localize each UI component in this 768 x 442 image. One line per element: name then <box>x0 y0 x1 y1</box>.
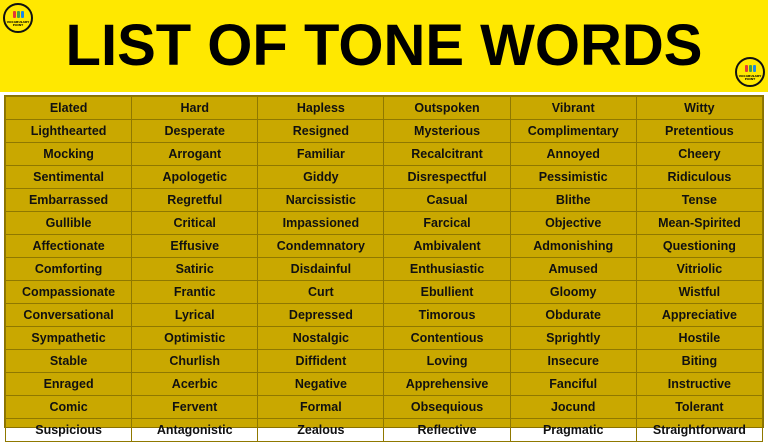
word-cell: Disdainful <box>258 258 384 281</box>
word-cell: Conversational <box>6 304 132 327</box>
word-cell: Comforting <box>6 258 132 281</box>
table-row <box>6 350 763 373</box>
word-cell: Outspoken <box>384 97 510 120</box>
word-cell: Vibrant <box>510 97 636 120</box>
word-cell: Sentimental <box>6 166 132 189</box>
table-row <box>6 189 763 212</box>
word-cell: Suspicious <box>6 419 132 442</box>
word-cell: Arrogant <box>132 143 258 166</box>
word-cell: Pessimistic <box>510 166 636 189</box>
word-grid-body <box>6 97 763 442</box>
word-cell: Desperate <box>132 120 258 143</box>
word-cell: Complimentary <box>510 120 636 143</box>
word-cell: Depressed <box>258 304 384 327</box>
table-row <box>6 258 763 281</box>
word-cell: Questioning <box>636 235 762 258</box>
word-cell: Apologetic <box>132 166 258 189</box>
word-cell: Narcissistic <box>258 189 384 212</box>
table-row <box>6 212 763 235</box>
word-cell: Tense <box>636 189 762 212</box>
word-grid <box>5 96 763 442</box>
word-cell: Pretentious <box>636 120 762 143</box>
word-cell: Sympathetic <box>6 327 132 350</box>
word-cell: Enthusiastic <box>384 258 510 281</box>
word-cell: Sprightly <box>510 327 636 350</box>
word-cell: Mocking <box>6 143 132 166</box>
word-cell: Obsequious <box>384 396 510 419</box>
word-cell: Zealous <box>258 419 384 442</box>
word-cell: Blithe <box>510 189 636 212</box>
word-cell: Mean-Spirited <box>636 212 762 235</box>
word-cell: Cheery <box>636 143 762 166</box>
word-cell: Farcical <box>384 212 510 235</box>
word-cell: Straightforward <box>636 419 762 442</box>
word-cell: Condemnatory <box>258 235 384 258</box>
word-cell: Loving <box>384 350 510 373</box>
word-cell: Timorous <box>384 304 510 327</box>
word-cell: Effusive <box>132 235 258 258</box>
word-cell: Optimistic <box>132 327 258 350</box>
table-row <box>6 281 763 304</box>
word-cell: Satiric <box>132 258 258 281</box>
table-row <box>6 166 763 189</box>
word-cell: Fervent <box>132 396 258 419</box>
word-cell: Hostile <box>636 327 762 350</box>
tone-words-table <box>4 95 764 437</box>
word-cell: Compassionate <box>6 281 132 304</box>
word-cell: Amused <box>510 258 636 281</box>
word-cell: Regretful <box>132 189 258 212</box>
word-cell: Mysterious <box>384 120 510 143</box>
word-cell: Formal <box>258 396 384 419</box>
vocabulary-point-logo-icon <box>735 57 765 87</box>
word-cell: Biting <box>636 350 762 373</box>
word-cell: Embarrassed <box>6 189 132 212</box>
word-cell: Negative <box>258 373 384 396</box>
word-cell: Hapless <box>258 97 384 120</box>
word-cell: Apprehensive <box>384 373 510 396</box>
word-cell: Elated <box>6 97 132 120</box>
word-cell: Familiar <box>258 143 384 166</box>
word-cell: Contentious <box>384 327 510 350</box>
word-cell: Gloomy <box>510 281 636 304</box>
word-cell: Comic <box>6 396 132 419</box>
table-row <box>6 97 763 120</box>
word-cell: Frantic <box>132 281 258 304</box>
logo-text: VOCABULARY POINT <box>6 19 30 27</box>
word-cell: Objective <box>510 212 636 235</box>
word-cell: Reflective <box>384 419 510 442</box>
word-cell: Impassioned <box>258 212 384 235</box>
word-cell: Obdurate <box>510 304 636 327</box>
word-cell: Pragmatic <box>510 419 636 442</box>
word-cell: Antagonistic <box>132 419 258 442</box>
page-header <box>0 0 768 92</box>
word-cell: Recalcitrant <box>384 143 510 166</box>
table-row <box>6 304 763 327</box>
word-cell: Critical <box>132 212 258 235</box>
word-cell: Disrespectful <box>384 166 510 189</box>
word-cell: Insecure <box>510 350 636 373</box>
word-cell: Ambivalent <box>384 235 510 258</box>
word-cell: Fanciful <box>510 373 636 396</box>
word-cell: Ridiculous <box>636 166 762 189</box>
word-cell: Lyrical <box>132 304 258 327</box>
table-row <box>6 327 763 350</box>
word-cell: Instructive <box>636 373 762 396</box>
word-cell: Ebullient <box>384 281 510 304</box>
word-cell: Churlish <box>132 350 258 373</box>
table-row <box>6 120 763 143</box>
table-row <box>6 396 763 419</box>
table-row <box>6 419 763 442</box>
logo-text: VOCABULARY POINT <box>738 73 762 81</box>
word-cell: Annoyed <box>510 143 636 166</box>
word-cell: Admonishing <box>510 235 636 258</box>
word-cell: Gullible <box>6 212 132 235</box>
word-cell: Lighthearted <box>6 120 132 143</box>
table-row <box>6 235 763 258</box>
table-row <box>6 373 763 396</box>
page-title: LIST OF TONE WORDS <box>65 13 703 78</box>
word-cell: Curt <box>258 281 384 304</box>
word-cell: Nostalgic <box>258 327 384 350</box>
word-cell: Giddy <box>258 166 384 189</box>
word-cell: Stable <box>6 350 132 373</box>
word-cell: Resigned <box>258 120 384 143</box>
word-cell: Jocund <box>510 396 636 419</box>
word-cell: Enraged <box>6 373 132 396</box>
word-cell: Affectionate <box>6 235 132 258</box>
table-row <box>6 143 763 166</box>
word-cell: Diffident <box>258 350 384 373</box>
word-cell: Wistful <box>636 281 762 304</box>
word-cell: Tolerant <box>636 396 762 419</box>
word-cell: Hard <box>132 97 258 120</box>
word-cell: Vitriolic <box>636 258 762 281</box>
word-cell: Acerbic <box>132 373 258 396</box>
word-cell: Witty <box>636 97 762 120</box>
word-cell: Appreciative <box>636 304 762 327</box>
word-cell: Casual <box>384 189 510 212</box>
